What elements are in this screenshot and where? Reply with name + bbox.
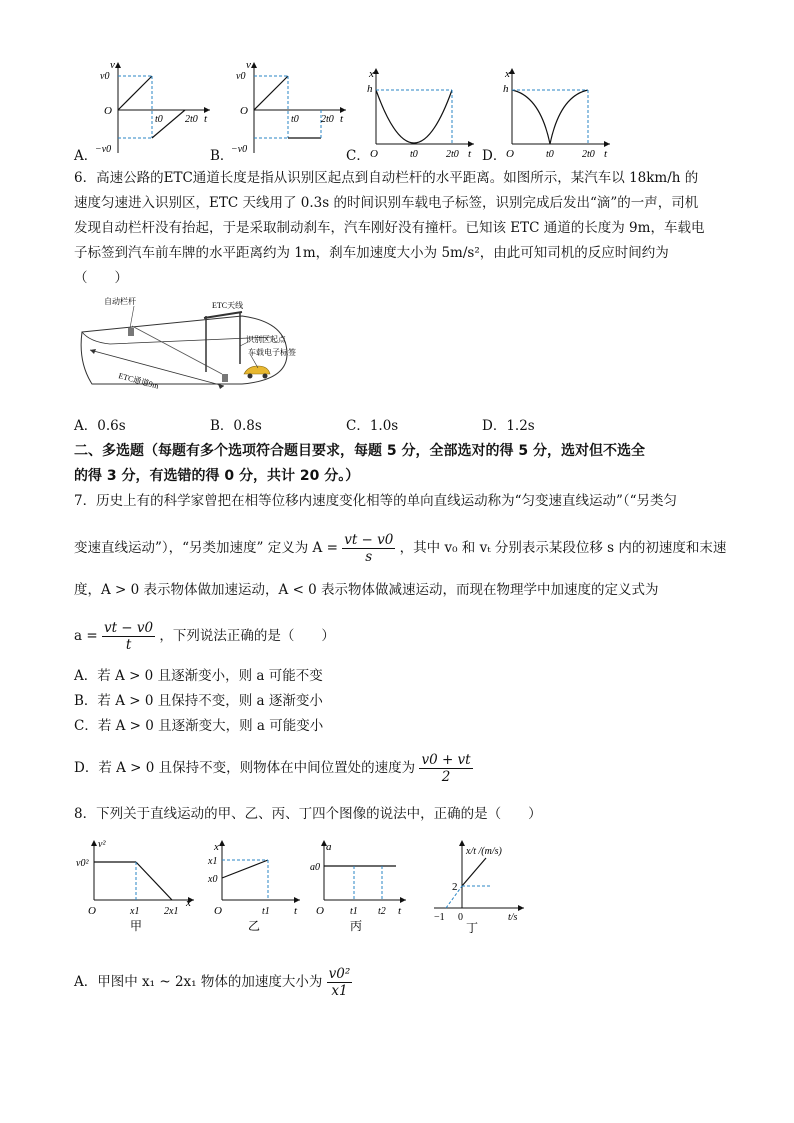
y1-label: x1 xyxy=(208,856,218,867)
origin: O xyxy=(240,105,248,117)
neg-one-label: −1 xyxy=(434,912,445,923)
barrier-label: 自动栏杆 xyxy=(104,297,136,306)
q7-frac-d: $\frac{v0 + vt}{2}$ xyxy=(421,752,471,785)
y-axis-label: v xyxy=(246,59,251,71)
zone-start-label: 识别区起点 xyxy=(246,335,286,344)
q6-line-3: 发现自动栏杆没有抬起，于是采取制动刹车，汽车刚好没有撞杆。已知该 ETC 通道的长度为 9m，车载电 xyxy=(74,220,705,236)
section-2-header-line-2: 的得 3 分，有选错的得 0 分，共计 20 分。） xyxy=(74,468,360,484)
t2-label: 2t0 xyxy=(446,149,459,160)
q6-option-d[interactable]: D．1.2s xyxy=(482,418,535,434)
y0-label: v0² xyxy=(76,858,89,869)
q6-line-4: 子标签到汽车前车牌的水平距离约为 1m，刹车加速度大小为 5m/s²，由此可知司机的反应时间约为 xyxy=(74,245,669,261)
t0-label: t0 xyxy=(155,114,163,125)
q5-graph-b xyxy=(226,58,351,158)
q7-line-1: 7．历史上有的科学家曾把在相等位移内速度变化相等的单向直线运动称为“匀变速直线运动”（“另类匀 xyxy=(74,493,678,509)
etc-lane-figure xyxy=(72,292,302,402)
q7-line-2a: 变速直线运动”），“另类加速度” 定义为 A = xyxy=(74,540,338,556)
q8-graph-jia xyxy=(76,838,201,936)
t-axis-label: t xyxy=(468,148,472,160)
y-axis-label: x/t /(m/s) xyxy=(466,846,502,857)
antenna-label: ETC天线 xyxy=(212,301,244,310)
q6-answer-paren: （ ） xyxy=(74,270,128,286)
t-axis-label: t xyxy=(398,905,402,917)
t0-label: t0 xyxy=(546,149,554,160)
t-axis-label: t xyxy=(340,113,344,125)
top-label: v0 xyxy=(100,71,110,82)
q6-option-b[interactable]: B．0.8s xyxy=(210,418,262,434)
q6-option-c[interactable]: C．1.0s xyxy=(346,418,399,434)
t0-label: t0 xyxy=(410,149,418,160)
caption: 丁 xyxy=(466,921,479,935)
q7-line-4a: a = xyxy=(74,628,98,644)
origin: O xyxy=(316,905,324,917)
q8-graph-yi xyxy=(200,838,305,936)
q5-option-d[interactable]: D． xyxy=(482,148,507,164)
q7-line-4 xyxy=(74,620,335,653)
t1-label: t1 xyxy=(262,906,270,917)
top-label: h xyxy=(503,83,509,95)
q7-frac-A: $\frac{vt - v0}{s}$ xyxy=(344,532,394,565)
q7-frac-a: $\frac{vt - v0}{t}$ xyxy=(103,620,154,653)
x1-label: x1 xyxy=(130,906,140,917)
t2-label: 2t0 xyxy=(185,114,198,125)
t2-label: 2t0 xyxy=(582,149,595,160)
y0-label: a0 xyxy=(310,862,320,873)
q5-graph-c xyxy=(362,66,482,161)
top-label: v0 xyxy=(236,71,246,82)
t-axis-label: t xyxy=(604,148,608,160)
t2-label: t2 xyxy=(378,906,386,917)
top-label: h xyxy=(367,83,373,95)
q8-option-a-text: A．甲图中 x₁ ~ 2x₁ 物体的加速度大小为 xyxy=(74,974,323,990)
bottom-label: −v0 xyxy=(231,144,248,155)
q8-frac-a: $\frac{\text{v0²}}{x1}$ xyxy=(328,966,351,999)
zero-label: 0 xyxy=(458,912,463,923)
t-axis-label: t/s xyxy=(508,912,518,923)
q6-option-a[interactable]: A．0.6s xyxy=(74,418,126,434)
bottom-label: −v0 xyxy=(95,144,112,155)
caption: 甲 xyxy=(130,919,143,933)
origin: O xyxy=(88,905,96,917)
q8-stem: 8．下列关于直线运动的甲、乙、丙、丁四个图像的说法中，正确的是（ ） xyxy=(74,806,542,822)
q7-option-c[interactable]: C．若 A > 0 且逐渐变大，则 a 可能变小 xyxy=(74,718,324,734)
q8-option-a[interactable] xyxy=(74,966,352,999)
q7-option-a[interactable]: A．若 A > 0 且逐渐变小，则 a 可能不变 xyxy=(74,668,323,684)
caption: 乙 xyxy=(248,919,261,933)
x-axis-label: x xyxy=(186,897,191,909)
q7-option-d[interactable] xyxy=(74,752,473,785)
q7-option-d-text: D．若 A > 0 且保持不变，则物体在中间位置处的速度为 xyxy=(74,760,416,776)
q7-line-2 xyxy=(74,532,726,565)
q6-line-1: 6．高速公路的ETC通道长度是指从识别区起点到自动栏杆的水平距离。如图所示，某汽车以 18km/h 的 xyxy=(74,170,699,186)
lane-length-label: ETC通道9m xyxy=(117,371,160,391)
q5-graph-a xyxy=(90,58,215,158)
t-axis-label: t xyxy=(294,905,298,917)
y-axis-label: a xyxy=(326,841,332,853)
y-axis-label: v² xyxy=(98,839,106,850)
q5-option-b[interactable]: B． xyxy=(210,148,234,164)
y-axis-label: x xyxy=(214,841,219,853)
t0-label: t0 xyxy=(291,114,299,125)
y0-label: x0 xyxy=(208,874,218,885)
origin: O xyxy=(370,148,378,160)
q5-graph-d xyxy=(498,66,618,161)
x2-label: 2x1 xyxy=(164,906,179,917)
q6-line-2: 速度匀速进入识别区，ETC 天线用了 0.3s 的时间识别车载电子标签，识别完成后发出“滴”的一声，司机 xyxy=(74,195,699,211)
y-axis-label: x xyxy=(369,68,374,80)
caption: 丙 xyxy=(350,919,363,933)
origin: O xyxy=(506,148,514,160)
q7-option-b[interactable]: B．若 A > 0 且保持不变，则 a 逐渐变小 xyxy=(74,693,323,709)
q8-graph-bing xyxy=(310,838,410,936)
t2-label: 2t0 xyxy=(321,114,334,125)
value-label: 2 xyxy=(452,881,458,893)
q7-line-4b: ，下列说法正确的是（ ） xyxy=(159,628,335,644)
origin: O xyxy=(104,105,112,117)
t-axis-label: t xyxy=(204,113,208,125)
tag-label: 车载电子标签 xyxy=(248,348,296,357)
q7-line-3: 度，A > 0 表示物体做加速运动，A < 0 表示物体做减速运动，而现在物理学中加速度的定义式为 xyxy=(74,582,659,598)
q5-option-c[interactable]: C． xyxy=(346,148,370,164)
y-axis-label: x xyxy=(505,68,510,80)
t1-label: t1 xyxy=(350,906,358,917)
y-axis-label: v xyxy=(110,59,115,71)
section-2-header-line-1: 二、多选题（每题有多个选项符合题目要求，每题 5 分，全部选对的得 5 分，选对但不选全 xyxy=(74,443,645,459)
q7-line-2b: ，其中 v₀ 和 vₜ 分别表示某段位移 s 内的初速度和末速 xyxy=(399,540,727,556)
origin: O xyxy=(214,905,222,917)
q5-option-a[interactable]: A． xyxy=(74,148,98,164)
q8-graph-ding xyxy=(420,838,530,936)
